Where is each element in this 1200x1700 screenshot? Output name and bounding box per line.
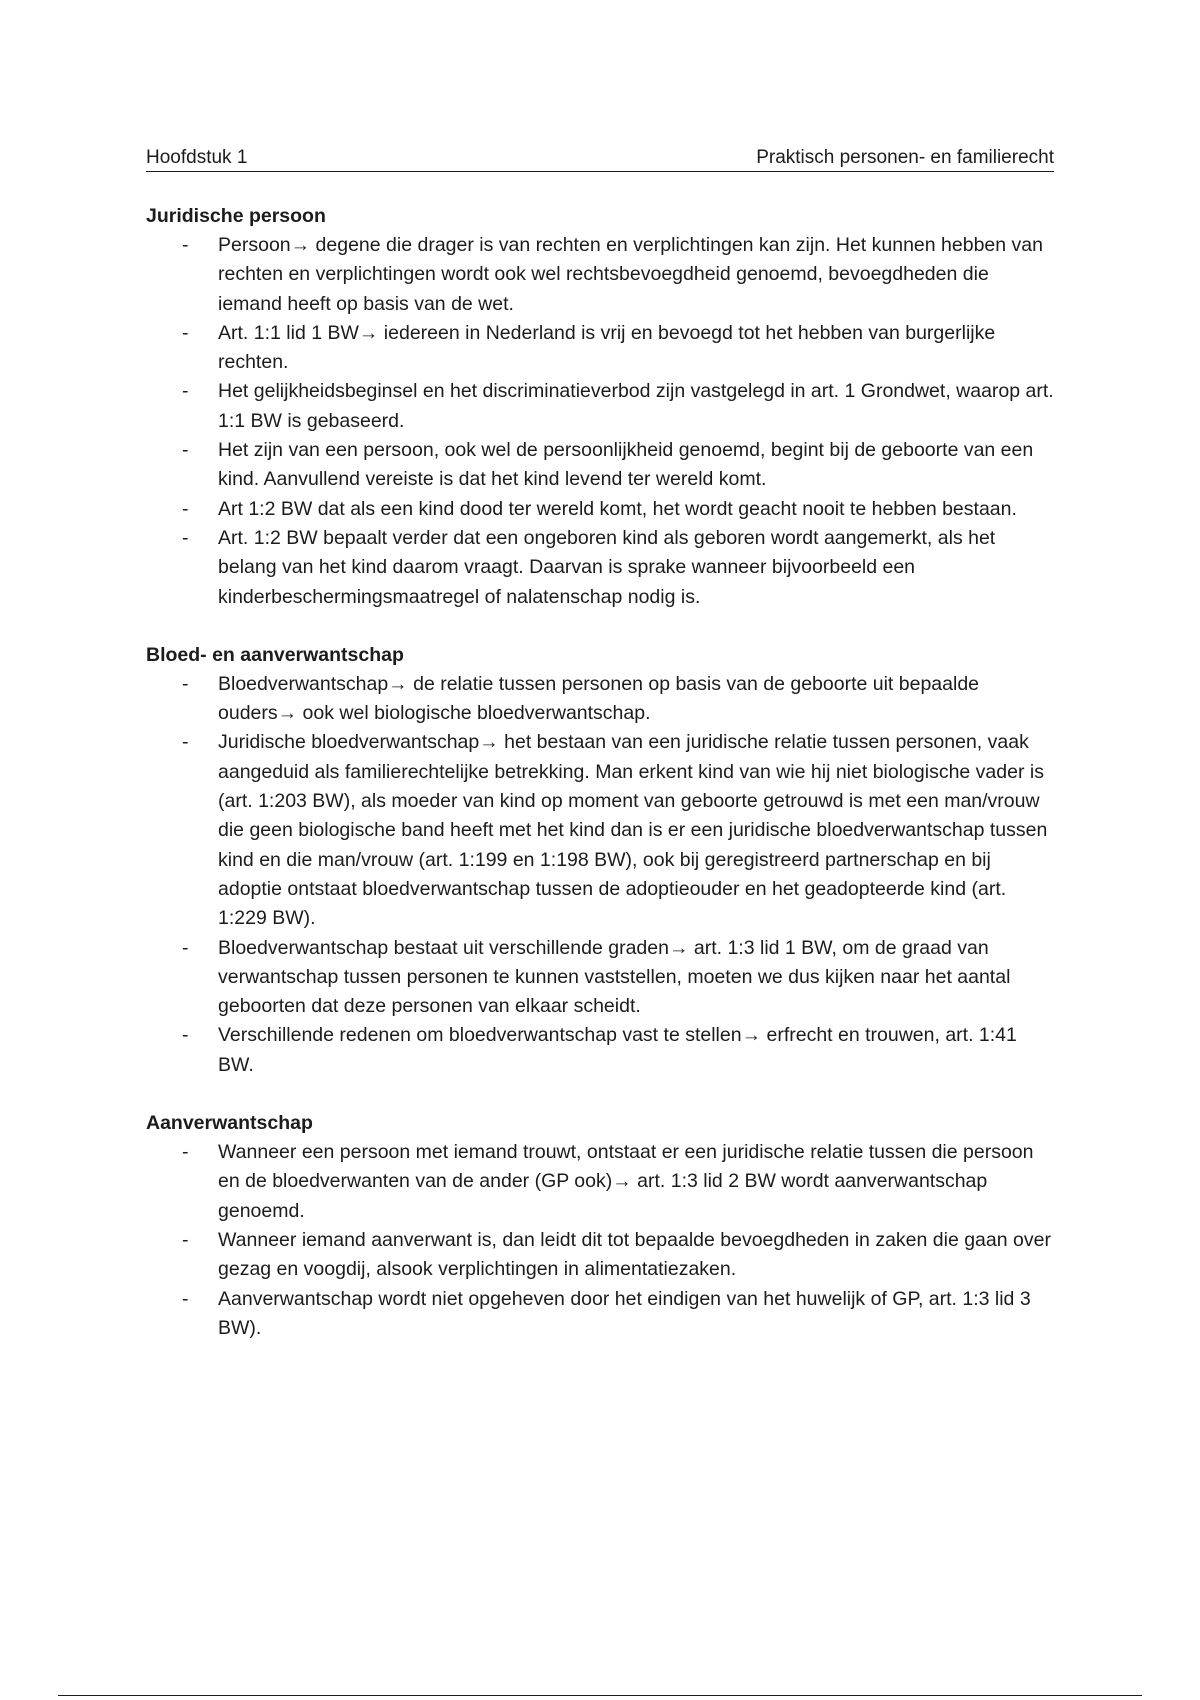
list-item-text: Wanneer een persoon met iemand trouwt, ontstaat er een juridische relatie tussen die persoon en de bloedverwanten van de ander (GP ook)→ art. 1:3 lid 2 BW wordt aanverwantschap genoemd. [218, 1141, 1034, 1222]
list-item [146, 670, 1054, 729]
bullet-dash: - [182, 234, 189, 256]
bullet-list [146, 1138, 1054, 1343]
list-item [146, 728, 1054, 933]
list-item [146, 934, 1054, 1022]
bullet-dash: - [182, 1228, 189, 1251]
list-item-text: Aanverwantschap wordt niet opgeheven door het eindigen van het huwelijk of GP, art. 1:3 lid 3 BW). [218, 1287, 1031, 1339]
bullet-dash: - [182, 1287, 189, 1310]
list-item [146, 1285, 1054, 1344]
list-item [146, 1138, 1054, 1226]
section-aanverwantschap [146, 1109, 1054, 1343]
bullet-list [146, 670, 1054, 1080]
bullet-dash: - [182, 497, 189, 520]
list-item [146, 1021, 1054, 1080]
bullet-dash: - [182, 731, 189, 754]
list-item [146, 377, 1054, 436]
list-item-text: Wanneer iemand aanverwant is, dan leidt dit tot bepaalde bevoegdheden in zaken die gaan over gezag en voogdij, alsook verplichtingen in alimentatiezaken. [218, 1228, 1051, 1281]
document-page [146, 146, 1054, 1343]
list-item-text: Juridische bloedverwantschap→ het bestaan van een juridische relatie tussen personen, vaak aangeduid als familierechtelijke betrekking. Man erkent kind van wie hij niet biologische vader is (art. 1:203 BW), als moeder van kind op moment van geboorte getrouwd is met een man/vrouw die geen biologische band heeft met het kind dan is er een juridische bloedverwantschap tussen kind en die man/vrouw (art. 1:199 en 1:198 BW), ook bij geregistreerd partnerschap en bij adoptie ontstaat bloedverwantschap tussen de adoptieouder en het geadopteerde kind (art. 1:229 BW). [218, 731, 1048, 930]
list-item-text: Bloedverwantschap→ de relatie tussen personen op basis van de geboorte uit bepaalde ouders→ ook wel biologische bloedverwantschap. [218, 672, 980, 725]
list-item-text: Persoon→ degene die drager is van rechten en verplichtingen kan zijn. Het kunnen hebben van rechten en verplichtingen wordt ook wel rechtsbevoegdheid genoemd, bevoegdheden die iemand heeft op basis van de wet. [218, 234, 1043, 315]
list-item [146, 319, 1054, 378]
footer-divider [58, 1695, 1142, 1696]
list-item-text: Het gelijkheidsbeginsel en het discriminatieverbod zijn vastgelegd in art. 1 Grondwet, waarop art. 1:1 BW is gebaseerd. [218, 380, 1054, 432]
list-item-text: Art. 1:2 BW bepaalt verder dat een ongeboren kind als geboren wordt aangemerkt, als het belang van het kind daarom vraagt. Daarvan is sprake wanneer bijvoorbeeld een kinderbeschermingsmaatregel of nalatenschap nodig is. [218, 526, 996, 608]
book-title: Praktisch personen- en familierecht [756, 147, 1054, 168]
list-item [146, 231, 1054, 319]
bullet-list [146, 231, 1054, 612]
list-item [146, 495, 1054, 524]
bullet-dash: - [182, 936, 189, 959]
list-item [146, 436, 1054, 495]
section-heading: Juridische persoon [146, 205, 326, 227]
chapter-label: Hoofdstuk 1 [146, 147, 248, 168]
bullet-dash: - [182, 1141, 189, 1164]
bullet-dash: - [182, 439, 189, 462]
bullet-dash: - [182, 321, 189, 344]
section-juridische-persoon [146, 202, 1054, 612]
bullet-dash: - [182, 526, 189, 549]
list-item [146, 1226, 1054, 1285]
bullet-dash: - [182, 672, 189, 695]
bullet-dash: - [182, 380, 189, 403]
list-item-text: Bloedverwantschap bestaat uit verschillende graden→ art. 1:3 lid 1 BW, om de graad van verwantschap tussen personen te kunnen vaststellen, moeten we dus kijken naar het aantal geboorten dat deze personen van elkaar scheidt. [218, 936, 1011, 1018]
bullet-dash: - [182, 1024, 189, 1047]
list-item-text: Verschillende redenen om bloedverwantschap vast te stellen→ erfrecht en trouwen, art. 1:41 BW. [218, 1024, 1017, 1076]
section-heading: Aanverwantschap [146, 1112, 313, 1135]
list-item [146, 524, 1054, 612]
section-heading: Bloed- en aanverwantschap [146, 643, 404, 666]
running-header [146, 146, 1054, 172]
list-item-text: Art. 1:1 lid 1 BW→ iedereen in Nederland is vrij en bevoegd tot het hebben van burgerlijke rechten. [218, 321, 996, 374]
list-item-text: Het zijn van een persoon, ook wel de persoonlijkheid genoemd, begint bij de geboorte van een kind. Aanvullend vereiste is dat het kind levend ter wereld komt. [218, 439, 1034, 491]
section-bloed-en-aanverwantschap [146, 641, 1054, 1080]
list-item-text: Art 1:2 BW dat als een kind dood ter wereld komt, het wordt geacht nooit te hebben bestaan. [218, 497, 1017, 520]
